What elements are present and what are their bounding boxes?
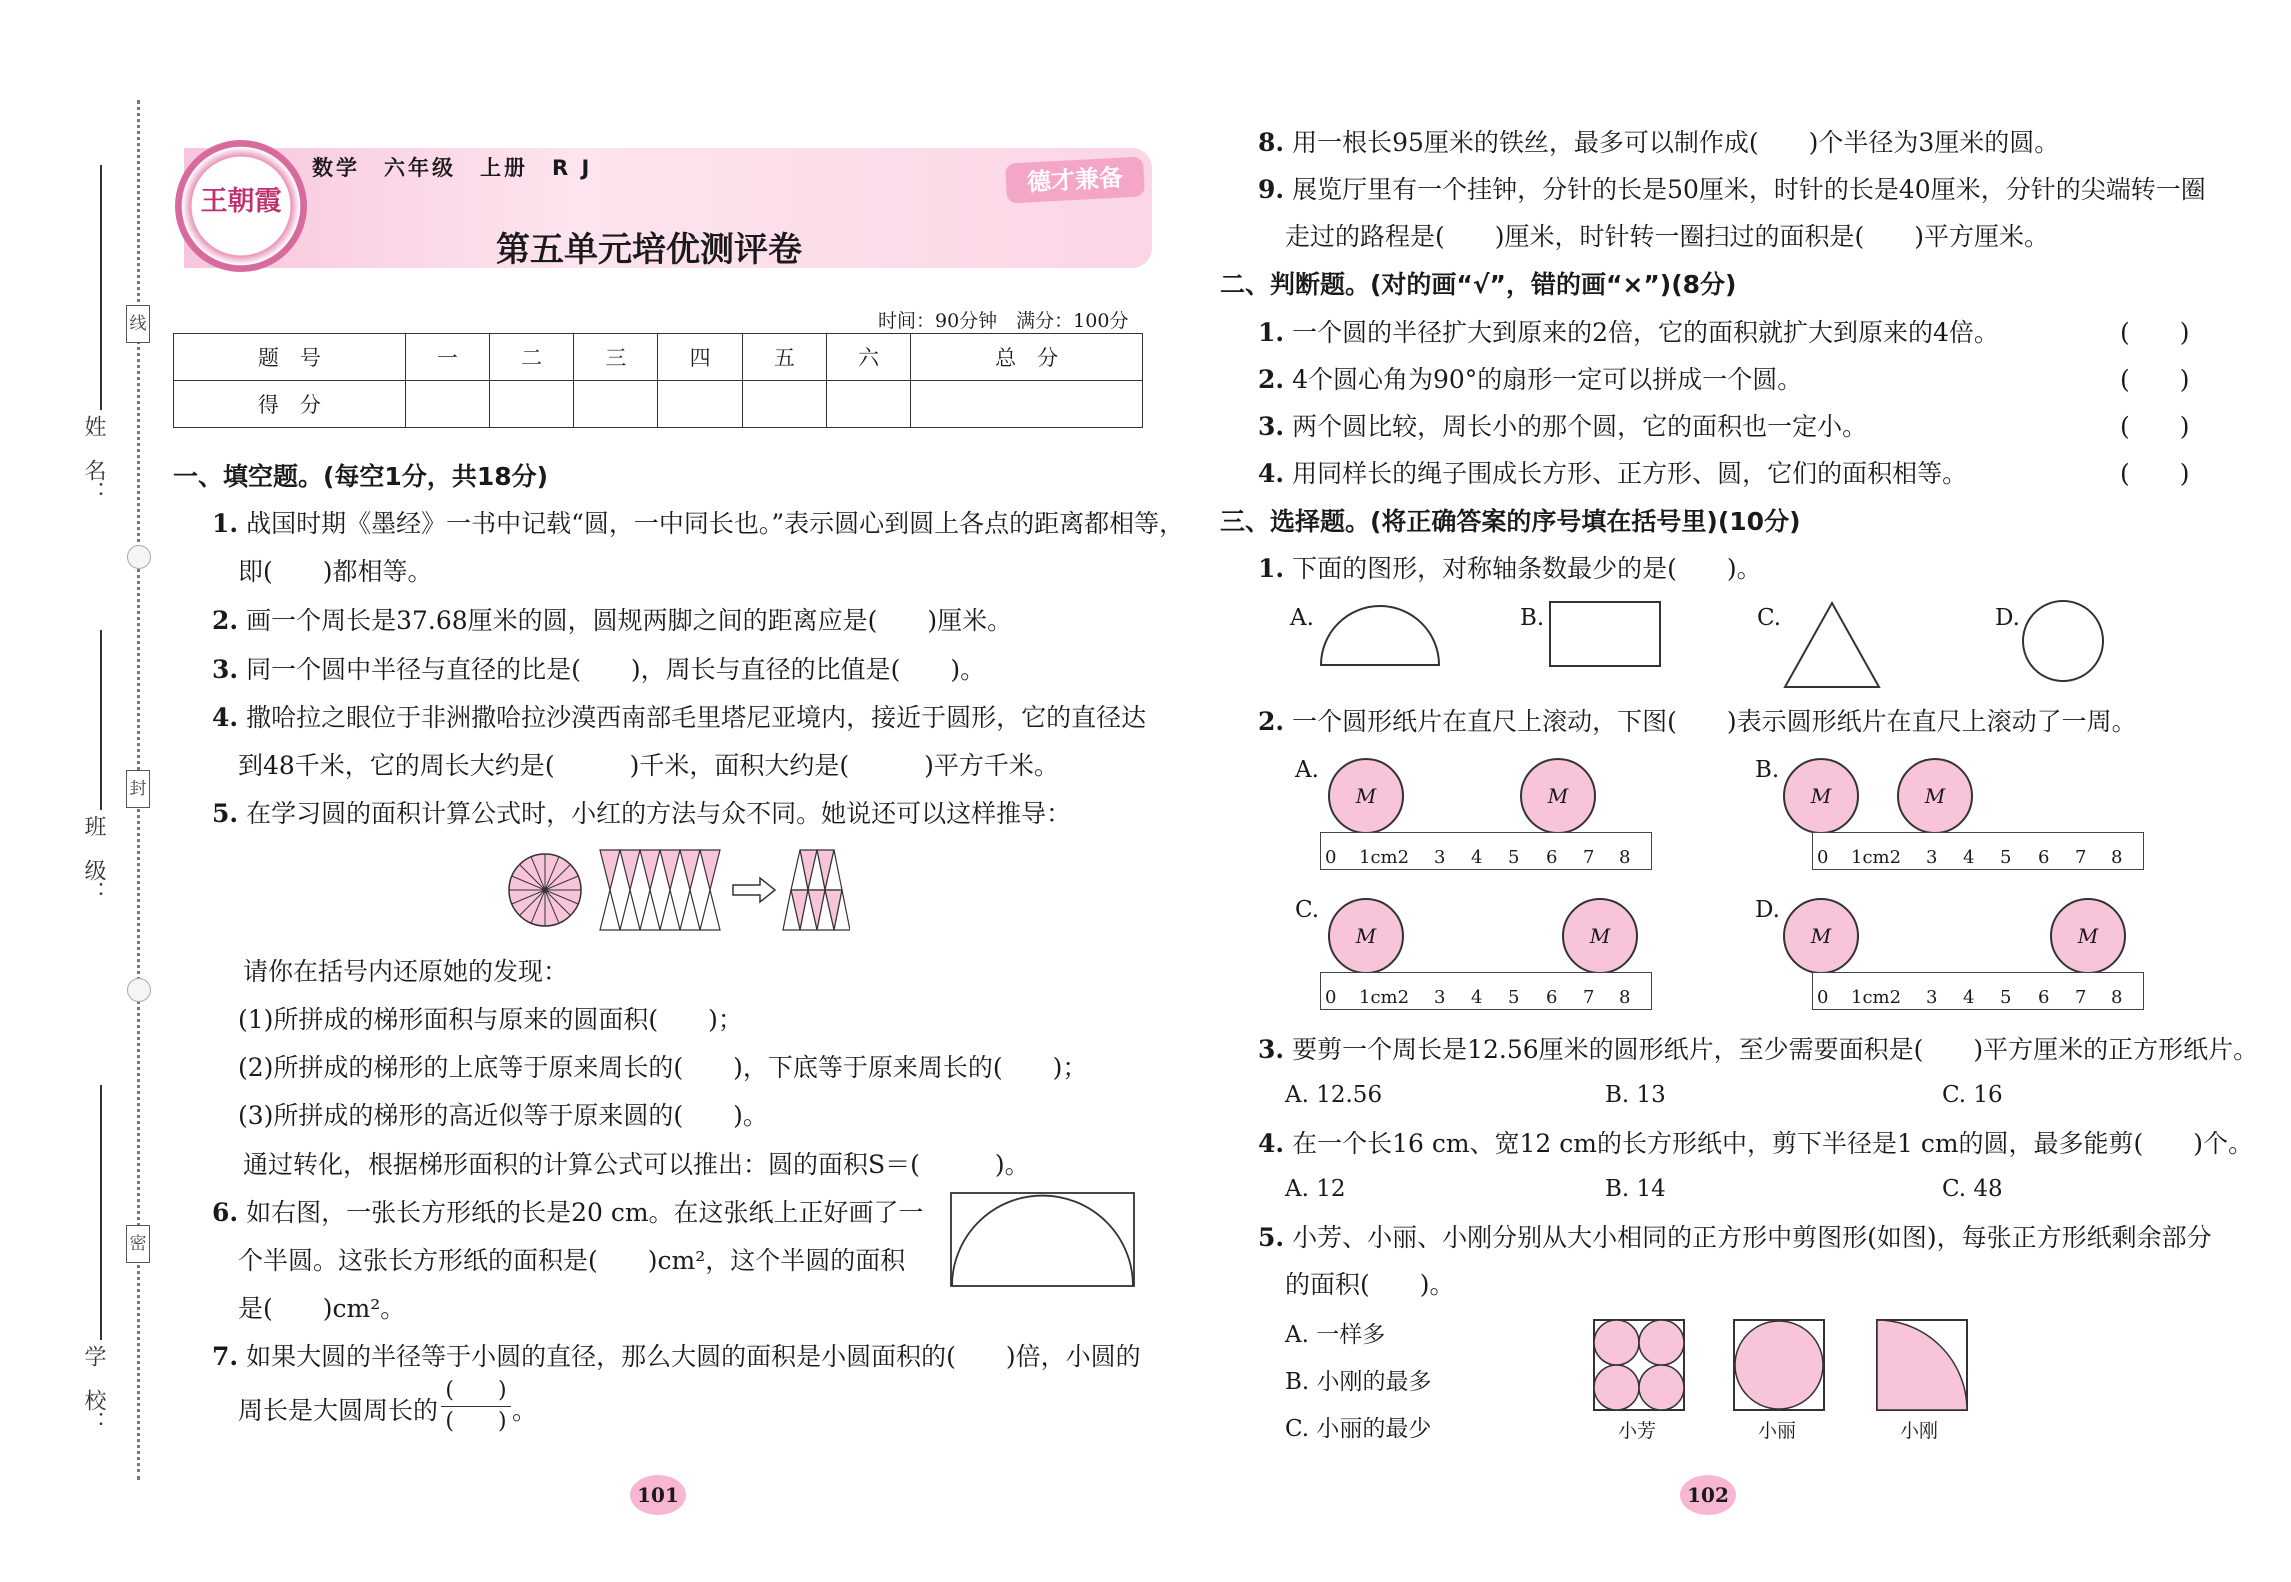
q-number: 8. [1258,128,1285,157]
q-text: 在一个长16 cm、宽12 cm的长方形纸中，剪下半径是1 cm的圆，最多能剪( )个。 [1292,1129,2254,1158]
choice-3-option-a[interactable]: A. 12.56 [1285,1082,1383,1108]
q-text: 展览厅里有一个挂钟，分针的长是50厘米，时针的长是40厘米，分针的尖端转一圈 [1292,175,2206,204]
motto-badge: 德才兼备 [1005,156,1145,203]
score-header-cell: 题 号 [174,334,406,381]
q-number: 1. [212,509,239,538]
section-3-heading: 三、选择题。(将正确答案的序号填在括号里)(10分) [1220,507,1801,536]
choice-3-option-c[interactable]: C. 16 [1942,1082,2003,1108]
ruler-label: 0 [1325,847,1337,868]
ruler-label: 4 [1471,987,1483,1008]
choice-5-option-c[interactable]: C. 小丽的最少 [1285,1416,1432,1442]
ruler-label: 5 [1508,847,1520,868]
rolling-circle: M [2050,898,2126,974]
ruler [1320,832,1652,870]
ruler-label: 3 [1434,987,1446,1008]
question-2 [212,604,1012,638]
ruler-label: 6 [1546,847,1558,868]
rectangle-shape [1548,600,1662,668]
choice-2-option-c[interactable]: C. [1295,897,1320,923]
binding-hole-mark [127,978,151,1002]
circle-shape [2020,598,2106,684]
ruler-label: 8 [1619,847,1631,868]
ruler-label: 0 [1817,847,1829,868]
judge-1-answer-blank[interactable]: ( ) [2120,318,2190,347]
choice-4-option-b[interactable]: B. 14 [1605,1176,1666,1202]
q-text: 小芳、小丽、小刚分别从大小相同的正方形中剪图形(如图)，每张正方形纸剩余部分 [1292,1223,2212,1252]
score-header-cell: 六 [826,334,910,381]
inscribed-circle-square-figure [1732,1318,1826,1412]
ruler-label: 7 [1583,987,1595,1008]
q-number: 2. [212,606,239,635]
choice-4-option-c[interactable]: C. 48 [1942,1176,2003,1202]
question-6-line-3: 是( )cm²。 [238,1294,406,1323]
choice-2 [1258,705,2137,739]
question-5-part-2: (2)所拼成的梯形的上底等于原来周长的( )，下底等于原来周长的( )； [238,1053,1088,1082]
score-header-cell: 一 [405,334,489,381]
rolling-circle: M [1562,898,1638,974]
q-number: 9. [1258,175,1285,204]
rolling-circle: M [1520,758,1596,834]
q-text: 用同样长的绳子围成长方形、正方形、圆，它们的面积相等。 [1292,459,1968,488]
judge-4 [1258,457,1967,491]
score-input-cell[interactable] [742,381,826,428]
binding-hole-mark [127,545,151,569]
ruler-label: 7 [1583,847,1595,868]
subject-line: 数学 六年级 上册 R J [312,156,593,180]
fraction-denominator: ( ) [441,1406,511,1437]
q-number: 3. [1258,1035,1285,1064]
score-input-cell[interactable] [489,381,573,428]
ruler-label: 8 [1619,987,1631,1008]
q-text: 要剪一个周长是12.56厘米的圆形纸片，至少需要面积是( )平方厘米的正方形纸片。 [1292,1035,2259,1064]
circle-to-trapezoid-diagram [505,845,850,935]
class-field-line [100,630,102,810]
choice-1-option-d[interactable]: D. [1995,605,2020,631]
score-header-cell: 二 [489,334,573,381]
score-input-cell[interactable] [405,381,489,428]
score-input-cell[interactable] [826,381,910,428]
sector-circle [509,854,581,926]
rolling-circle: M [1328,758,1404,834]
question-4-line-2: 到48千米，它的周长大约是( )千米，面积大约是( )平方千米。 [238,751,1059,780]
q-number: 3. [212,655,239,684]
q-text: 两个圆比较，周长小的那个圆，它的面积也一定小。 [1292,412,1868,441]
q-text: 撒哈拉之眼位于非洲撒哈拉沙漠西南部毛里塔尼亚境内，接近于圆形，它的直径达 [246,703,1147,732]
score-input-cell[interactable] [658,381,742,428]
q-text: 4个圆心角为90°的扇形一定可以拼成一个圆。 [1292,365,1803,394]
q-number: 1. [1258,554,1285,583]
ruler-label: 5 [1508,987,1520,1008]
figure-caption: 小丽 [1758,1420,1797,1442]
ruler [1812,832,2144,870]
question-5-conclusion: 通过转化，根据梯形面积的计算公式可以推出：圆的面积S＝( )。 [243,1150,1030,1179]
score-header-cell: 五 [742,334,826,381]
judge-2-answer-blank[interactable]: ( ) [2120,365,2190,394]
arrow-icon [733,878,775,902]
ruler-label: 6 [2038,847,2050,868]
four-circles-square-figure [1592,1318,1686,1412]
choice-3-option-b[interactable]: B. 13 [1605,1082,1666,1108]
page-number-left: 101 [630,1475,686,1515]
choice-5-option-a[interactable]: A. 一样多 [1285,1322,1386,1348]
ruler [1812,972,2144,1010]
judge-4-answer-blank[interactable]: ( ) [2120,459,2190,488]
score-input-cell[interactable] [574,381,658,428]
q-text: 如右图，一张长方形纸的长是20 cm。在这张纸上正好画了一 [246,1198,924,1227]
seal-char-seal: 封 [126,770,150,808]
section-1-heading: 一、填空题。(每空1分，共18分) [173,462,549,491]
choice-5-line-2: 的面积( )。 [1285,1270,1455,1299]
choice-4-option-a[interactable]: A. 12 [1285,1176,1346,1202]
name-field-line [100,165,102,410]
sector-strips [600,850,720,930]
brand-logo [175,140,307,272]
q-number: 5. [212,799,239,828]
class-label: 班 级： [81,815,106,903]
q-number: 1. [1258,318,1285,347]
question-9-line-2: 走过的路程是( )厘米，时针转一圈扫过的面积是( )平方厘米。 [1285,222,2050,251]
q-text: 一个圆的半径扩大到原来的2倍，它的面积就扩大到原来的4倍。 [1292,318,1999,347]
choice-5-option-b[interactable]: B. 小刚的最多 [1285,1369,1432,1395]
triangle-shape [1782,600,1882,690]
q-number: 7. [212,1342,239,1371]
q-number: 6. [212,1198,239,1227]
ruler-label: 0 [1325,987,1337,1008]
question-5 [212,797,1071,831]
choice-1 [1258,552,1762,586]
score-input-cell[interactable] [911,381,1143,428]
school-field-line [100,1085,102,1340]
score-table [173,333,1143,428]
question-3 [212,653,985,687]
seal-char-line: 线 [126,305,150,343]
q-number: 4. [1258,1129,1285,1158]
score-header-cell: 四 [658,334,742,381]
question-5-part-3: (3)所拼成的梯形的高近似等于原来圆的( )。 [238,1101,768,1130]
rectangle-semicircle-figure [950,1192,1136,1288]
time-score-info: 时间：90分钟 满分：100分 [878,310,1129,332]
choice-1-option-b[interactable]: B. [1520,605,1545,631]
semicircle-shape [1318,600,1442,668]
question-7-end: 。 [512,1396,538,1425]
choice-4 [1258,1127,2253,1161]
choice-2-option-b[interactable]: B. [1755,757,1780,783]
rolling-circle: M [1897,758,1973,834]
ruler-label: 0 [1817,987,1829,1008]
ruler-label: 4 [1471,847,1483,868]
page-title: 第五单元培优测评卷 [496,230,802,270]
q-text: 用一根长95厘米的铁丝，最多可以制作成( )个半径为3厘米的圆。 [1292,128,2060,157]
ruler-label: 3 [1434,847,1446,868]
question-8 [1258,126,2059,160]
ruler-label: 5 [2000,847,2012,868]
q-number: 4. [212,703,239,732]
choice-1-option-a[interactable]: A. [1290,605,1314,631]
ruler-label: 5 [2000,987,2012,1008]
q-text: 下面的图形，对称轴条数最少的是( )。 [1292,554,1762,583]
judge-3 [1258,410,1867,444]
ruler-label: 8 [2111,847,2123,868]
ruler-label: 1cm2 [1359,987,1410,1008]
judge-2 [1258,363,1802,397]
figure-caption: 小刚 [1900,1420,1939,1442]
ruler-label: 1cm2 [1851,987,1902,1008]
figure-caption: 小芳 [1618,1420,1657,1442]
choice-2-option-d[interactable]: D. [1755,897,1780,923]
question-7-line-2: 周长是大圆周长的 [238,1396,439,1425]
seal-char-secret: 密 [126,1225,150,1263]
question-5-part-1: (1)所拼成的梯形面积与原来的圆面积( )； [238,1005,743,1034]
fraction-blank[interactable] [441,1376,511,1437]
question-1-line-1 [212,507,1184,541]
ruler-label: 4 [1963,987,1975,1008]
choice-1-option-c[interactable]: C. [1757,605,1782,631]
quarter-circle-square-figure [1875,1318,1969,1412]
score-header-cell: 总 分 [911,334,1143,381]
q-number: 3. [1258,412,1285,441]
judge-3-answer-blank[interactable]: ( ) [2120,412,2190,441]
q-text: 同一个圆中半径与直径的比是( )，周长与直径的比值是( )。 [246,655,986,684]
q-text: 画一个周长是37.68厘米的圆，圆规两脚之间的距离应是( )厘米。 [246,606,1013,635]
ruler-label: 8 [2111,987,2123,1008]
ruler-label: 4 [1963,847,1975,868]
rolling-circle: M [1783,898,1859,974]
q-text: 在学习圆的面积计算公式时，小红的方法与众不同。她说还可以这样推导： [246,799,1072,828]
choice-2-option-a[interactable]: A. [1295,757,1319,783]
school-label: 学 校： [81,1345,106,1433]
question-1-line-2: 即( )都相等。 [238,557,433,586]
ruler-label: 6 [1546,987,1558,1008]
q-text: 如果大圆的半径等于小圆的直径，那么大圆的面积是小圆面积的( )倍，小圆的 [246,1342,1141,1371]
ruler [1320,972,1652,1010]
rolling-circle: M [1783,758,1859,834]
judge-1 [1258,316,1999,350]
score-row-label: 得 分 [174,381,406,428]
question-6-line-2: 个半圆。这张长方形纸的面积是( )cm²，这个半圆的面积 [238,1246,906,1275]
question-9-line-1 [1258,173,2206,207]
section-2-heading: 二、判断题。(对的画“√”，错的画“×”)(8分) [1220,270,1737,299]
score-header-cell: 三 [574,334,658,381]
ruler-label: 1cm2 [1359,847,1410,868]
question-7-line-1 [212,1340,1141,1374]
trapezoid-shape [783,850,850,930]
q-number: 2. [1258,707,1285,736]
ruler-label: 1cm2 [1851,847,1902,868]
q-text: 战国时期《墨经》一书中记载“圆，一中同长也。”表示圆心到圆上各点的距离都相等， [246,509,1185,538]
choice-3 [1258,1033,2258,1067]
ruler-label: 3 [1926,987,1938,1008]
ruler-label: 7 [2075,987,2087,1008]
q-number: 5. [1258,1223,1285,1252]
name-label: 姓 名： [81,415,106,503]
q-text: 一个圆形纸片在直尺上滚动，下图( )表示圆形纸片在直尺上滚动了一周。 [1292,707,2137,736]
choice-5-line-1 [1258,1221,2212,1255]
q-number: 2. [1258,365,1285,394]
ruler-label: 6 [2038,987,2050,1008]
fraction-numerator: ( ) [445,1378,507,1403]
logo-text: 王朝霞 [200,186,282,217]
question-5-intro: 请你在括号内还原她的发现： [243,957,569,986]
ruler-label: 3 [1926,847,1938,868]
question-4-line-1 [212,701,1146,735]
page-number-right: 102 [1680,1475,1736,1515]
q-number: 4. [1258,459,1285,488]
ruler-label: 7 [2075,847,2087,868]
rolling-circle: M [1328,898,1404,974]
question-6-line-1 [212,1196,924,1230]
